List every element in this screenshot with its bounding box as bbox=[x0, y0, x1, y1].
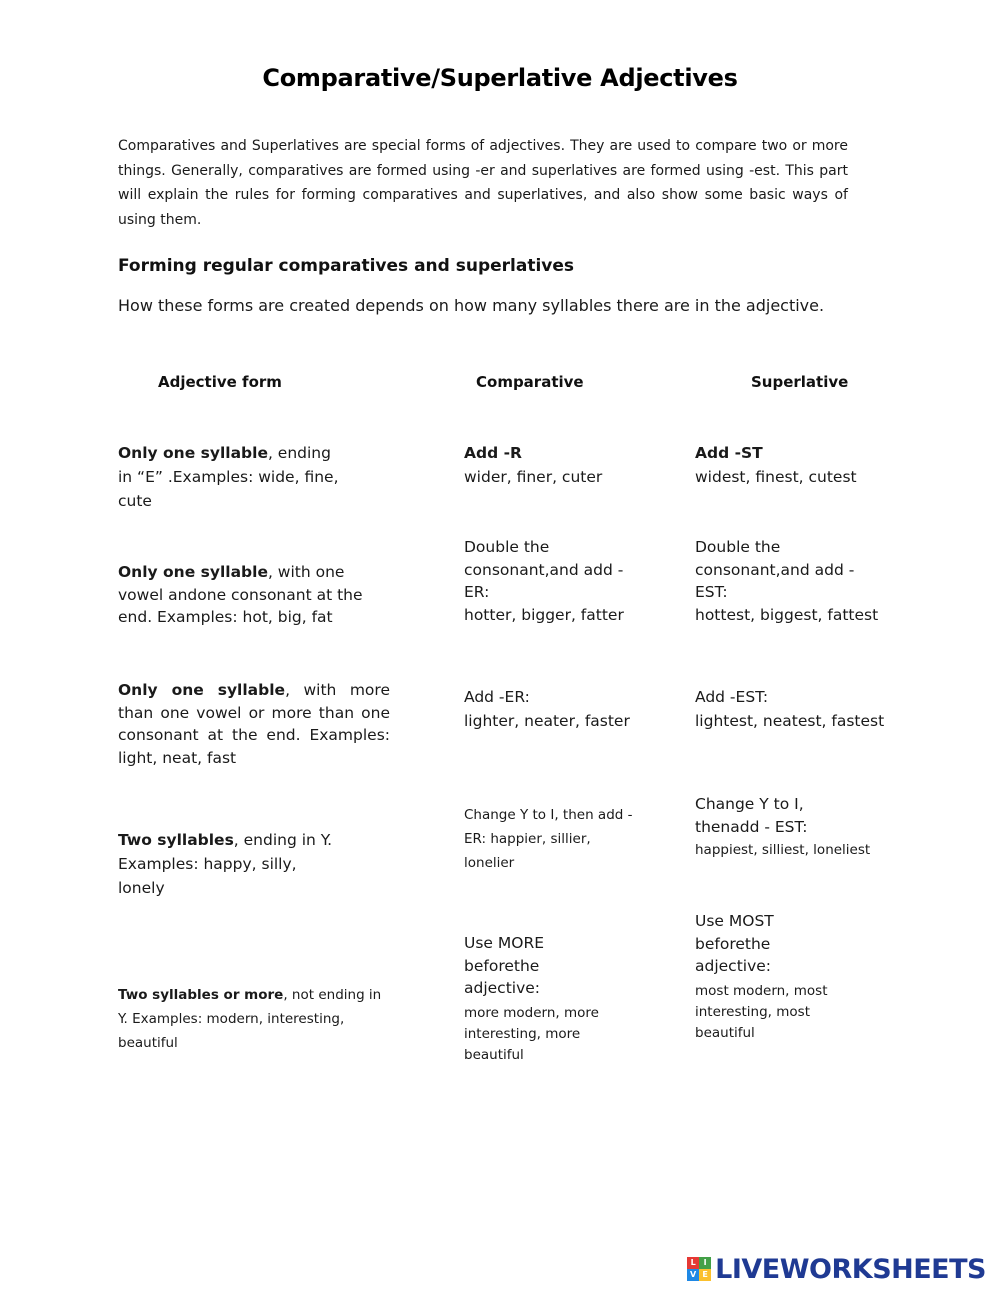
section-heading: Forming regular comparatives and superlatives bbox=[118, 256, 575, 276]
logo-mark-letter: E bbox=[699, 1269, 711, 1281]
logo-mark-icon bbox=[687, 1257, 711, 1281]
row1-comparative bbox=[464, 441, 664, 489]
logo-mark-letter: V bbox=[687, 1269, 699, 1281]
row3-form-rest: , with more than one vowel or more than one consonant at the end. Examples: light, neat, fast bbox=[118, 681, 390, 767]
row2-form-rest: , with one vowel andone consonant at the end. Examples: hot, big, fat bbox=[118, 563, 363, 626]
row5-comparative bbox=[464, 932, 634, 1066]
row3-sup-rule: Add -EST: bbox=[695, 688, 769, 706]
row4-comp-rule: Change Y to I, then add - ER: happier, sillier, lonelier bbox=[464, 807, 633, 871]
intro-paragraph: Comparatives and Superlatives are special forms of adjectives. They are used to compare two or more things. Generally, comparatives are formed using -er and superlatives are formed using -est. This part will explain the rules for forming comparatives and superlatives, and also show some basic ways of using them. bbox=[118, 138, 848, 228]
header-comparative: Comparative bbox=[476, 373, 584, 391]
row1-sup-examples: widest, finest, cutest bbox=[695, 468, 857, 486]
row5-form-rest: , not ending in Y. Examples: modern, interesting, beautiful bbox=[118, 987, 382, 1051]
row1-comp-rule: Add -R bbox=[464, 444, 522, 462]
row4-form bbox=[118, 828, 343, 900]
row5-comp-examples: more modern, more interesting, more beautiful bbox=[464, 1004, 599, 1063]
row2-comparative bbox=[464, 536, 644, 626]
row3-form bbox=[118, 679, 390, 769]
row1-superlative bbox=[695, 441, 915, 489]
row5-form-bold: Two syllables or more bbox=[118, 987, 284, 1003]
header-superlative: Superlative bbox=[751, 373, 849, 391]
row2-sup-examples: hottest, biggest, fattest bbox=[695, 605, 879, 624]
row5-form bbox=[118, 983, 383, 1055]
row1-form-bold: Only one syllable bbox=[118, 444, 268, 462]
row2-superlative bbox=[695, 536, 885, 626]
row5-sup-rule: Use MOST beforethe adjective: bbox=[695, 912, 774, 975]
row4-superlative bbox=[695, 793, 900, 862]
row4-sup-examples: happiest, silliest, loneliest bbox=[695, 842, 871, 858]
liveworksheets-logo[interactable] bbox=[687, 1254, 986, 1284]
logo-text: LIVEWORKSHEETS bbox=[715, 1253, 986, 1285]
row4-sup-rule: Change Y to I, thenadd - EST: bbox=[695, 795, 808, 836]
row3-sup-examples: lightest, neatest, fastest bbox=[695, 712, 885, 730]
row3-superlative bbox=[695, 685, 915, 733]
row3-comparative bbox=[464, 685, 664, 733]
row1-form-rest: , ending in “E” .Examples: wide, fine, cute bbox=[118, 444, 339, 510]
row3-comp-rule: Add -ER: bbox=[464, 688, 530, 706]
row2-sup-rule: Double the consonant,and add - EST: bbox=[695, 538, 855, 601]
row1-form bbox=[118, 441, 348, 513]
row1-sup-rule: Add -ST bbox=[695, 444, 763, 462]
row4-form-bold: Two syllables bbox=[118, 831, 234, 849]
logo-mark-letter: I bbox=[699, 1257, 711, 1269]
row5-comp-rule: Use MORE beforethe adjective: bbox=[464, 934, 545, 997]
row2-form bbox=[118, 561, 390, 629]
row5-superlative bbox=[695, 910, 855, 1044]
row2-form-bold: Only one syllable bbox=[118, 563, 268, 581]
row1-comp-examples: wider, finer, cuter bbox=[464, 468, 603, 486]
row3-comp-examples: lighter, neater, faster bbox=[464, 712, 630, 730]
logo-mark-letter: L bbox=[687, 1257, 699, 1269]
header-adjective-form: Adjective form bbox=[158, 373, 282, 391]
section-lead: How these forms are created depends on how many syllables there are in the adjective. bbox=[118, 296, 825, 315]
page-title: Comparative/Superlative Adjectives bbox=[262, 64, 738, 92]
row4-form-rest: , ending in Y. Examples: happy, silly, lonely bbox=[118, 831, 333, 897]
row3-form-bold: Only one syllable bbox=[118, 681, 286, 699]
row4-comparative bbox=[464, 803, 644, 875]
row2-comp-examples: hotter, bigger, fatter bbox=[464, 605, 624, 624]
row5-sup-examples: most modern, most interesting, most beautiful bbox=[695, 982, 828, 1041]
row2-comp-rule: Double the consonant,and add - ER: bbox=[464, 538, 624, 601]
